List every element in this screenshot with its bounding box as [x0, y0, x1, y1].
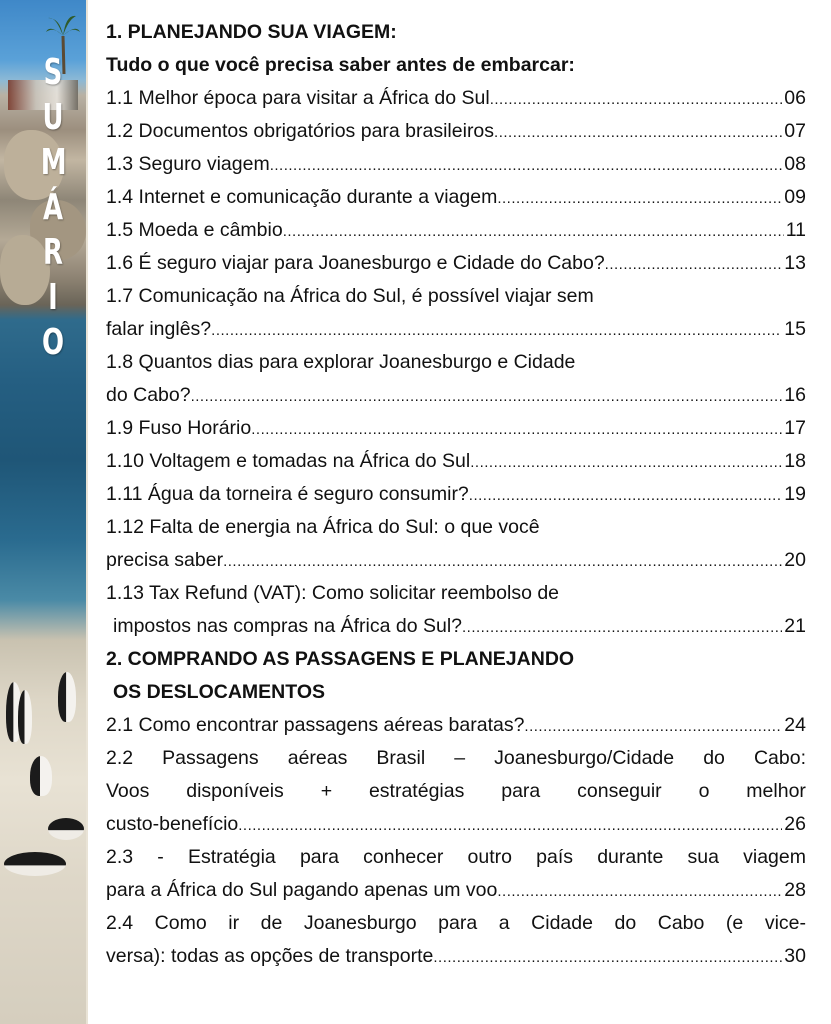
page-number: 20 [784, 549, 806, 571]
toc-word: Passagens [162, 747, 259, 769]
toc-entry[interactable]: custo-benefício ..... 26 [106, 808, 806, 841]
leader-dots [494, 116, 782, 148]
page-number: 15 [784, 318, 806, 340]
toc-word: conseguir [577, 780, 662, 802]
toc-entry[interactable]: 1.3 Seguro viagem ..... 08 [106, 148, 806, 181]
toc-entry[interactable]: 2.1 Como encontrar passagens aéreas baratas? ..... 24 [106, 709, 806, 742]
toc-entry[interactable]: versa): todas as opções de transporte ..... 30 [106, 940, 806, 973]
page-number: 17 [784, 417, 806, 439]
toc-entry[interactable]: impostos nas compras na África do Sul? ..... 21 [106, 610, 806, 643]
toc-word: vice- [764, 912, 806, 934]
toc-entry-line[interactable] [106, 775, 806, 808]
page-number: 11 [785, 219, 806, 241]
page-number: 28 [784, 879, 806, 901]
toc-word: Estratégia [187, 846, 276, 868]
toc-entry-line[interactable]: 1.8 Quantos dias para explorar Joanesburgo e Cidade [106, 351, 576, 373]
toc-word: disponíveis [186, 780, 284, 802]
leader-dots [605, 248, 783, 280]
page-number: 06 [784, 87, 806, 109]
toc-word: ir [228, 912, 240, 934]
page-number: 07 [784, 120, 806, 142]
toc-word: melhor [746, 780, 806, 802]
penguin-image [58, 672, 76, 722]
page-number: 08 [784, 153, 806, 175]
leader-dots [433, 941, 782, 973]
leader-dots [251, 413, 782, 445]
toc-word: o [698, 780, 710, 802]
section-heading: 1. PLANEJANDO SUA VIAGEM: [106, 21, 397, 43]
section-heading: 2. COMPRANDO AS PASSAGENS E PLANEJANDO [106, 648, 575, 670]
page-number: 24 [784, 714, 806, 736]
leader-dots [524, 710, 782, 742]
toc-entry[interactable]: para a África do Sul pagando apenas um voo ..... 28 [106, 874, 806, 907]
page-number: 18 [784, 450, 806, 472]
sumario-vertical-title: S U M Á R I O [40, 52, 67, 363]
toc-entry-line[interactable] [106, 742, 806, 775]
toc-word: para [501, 780, 541, 802]
penguin-image [18, 690, 32, 744]
leader-dots [469, 479, 783, 511]
toc-word: estratégias [368, 780, 465, 802]
penguin-image [4, 852, 66, 876]
toc-word: Voos [106, 780, 150, 802]
toc-word: de [260, 912, 283, 934]
toc-entry[interactable]: 1.9 Fuso Horário ..... 17 [106, 412, 806, 445]
leader-dots [211, 314, 782, 346]
leader-dots [497, 182, 782, 214]
toc-entry[interactable]: 1.5 Moeda e câmbio ..... 11 [106, 214, 806, 247]
leader-dots [490, 83, 783, 115]
toc-word: conhecer [363, 846, 444, 868]
toc-word: Joanesburgo [303, 912, 417, 934]
toc-word: do [703, 747, 725, 769]
section-subheading: Tudo o que você precisa saber antes de embarcar: [106, 54, 575, 76]
page-number: 21 [784, 615, 806, 637]
toc-word: durante [597, 846, 664, 868]
toc-entry[interactable]: 1.10 Voltagem e tomadas na África do Sul ..... 18 [106, 445, 806, 478]
toc-entry[interactable]: precisa saber ..... 20 [106, 544, 806, 577]
leader-dots [470, 446, 782, 478]
toc-word: 2.2 [106, 747, 134, 769]
page-number: 13 [784, 252, 806, 274]
toc-word: a [498, 912, 510, 934]
page-number: 30 [784, 945, 806, 967]
toc-entry[interactable]: 1.6 É seguro viajar para Joanesburgo e Cidade do Cabo? ..... 13 [106, 247, 806, 280]
toc-word: para [299, 846, 339, 868]
toc-word: Cabo: [753, 747, 806, 769]
toc-word: Cabo [657, 912, 705, 934]
toc-word: - [157, 846, 164, 868]
toc-word: aéreas [287, 747, 348, 769]
toc-entry[interactable]: 1.4 Internet e comunicação durante a viagem ..... 09 [106, 181, 806, 214]
toc-word: (e [725, 912, 744, 934]
page-number: 16 [784, 384, 806, 406]
toc-entry-line[interactable]: 1.12 Falta de energia na África do Sul: o que você [106, 516, 540, 538]
page-number: 19 [784, 483, 806, 505]
leader-dots [283, 215, 784, 247]
penguin-image [30, 756, 52, 796]
leader-dots [270, 149, 783, 181]
page-number: 09 [784, 186, 806, 208]
leader-dots [497, 875, 782, 907]
toc-word: sua [687, 846, 719, 868]
toc-word: para [438, 912, 478, 934]
toc-entry[interactable]: 1.1 Melhor época para visitar a África do Sul ..... 06 [106, 82, 806, 115]
toc-entry[interactable]: do Cabo? ..... 16 [106, 379, 806, 412]
toc-word: do [614, 912, 637, 934]
toc-word: país [536, 846, 574, 868]
toc-entry-line[interactable]: 1.7 Comunicação na África do Sul, é possível viajar sem [106, 285, 594, 307]
leader-dots [462, 611, 782, 643]
toc-entry-line[interactable] [106, 841, 806, 874]
table-of-contents [106, 16, 806, 973]
leader-dots [223, 545, 782, 577]
leader-dots [238, 809, 782, 841]
penguin-image [48, 818, 84, 840]
toc-word: + [320, 780, 333, 802]
toc-entry[interactable]: 1.11 Água da torneira é seguro consumir? ..... 19 [106, 478, 806, 511]
toc-word: 2.3 [106, 846, 134, 868]
toc-word: Cidade [531, 912, 593, 934]
toc-word: Brasil [376, 747, 426, 769]
toc-word: – [454, 747, 466, 769]
toc-word: outro [467, 846, 512, 868]
page-number: 26 [784, 813, 806, 835]
toc-entry-line[interactable]: 1.13 Tax Refund (VAT): Como solicitar reembolso de [106, 582, 560, 604]
cover-photo-strip [0, 0, 88, 1024]
toc-word: 2.4 [106, 912, 134, 934]
section-heading: OS DESLOCAMENTOS [113, 681, 325, 703]
leader-dots [191, 380, 783, 412]
toc-word: Como [154, 912, 207, 934]
toc-word: viagem [743, 846, 806, 868]
toc-entry-line[interactable] [106, 907, 806, 940]
toc-entry[interactable]: 1.2 Documentos obrigatórios para brasileiros ..... 07 [106, 115, 806, 148]
toc-word: Joanesburgo/Cidade [494, 747, 675, 769]
toc-entry[interactable]: falar inglês? ..... 15 [106, 313, 806, 346]
